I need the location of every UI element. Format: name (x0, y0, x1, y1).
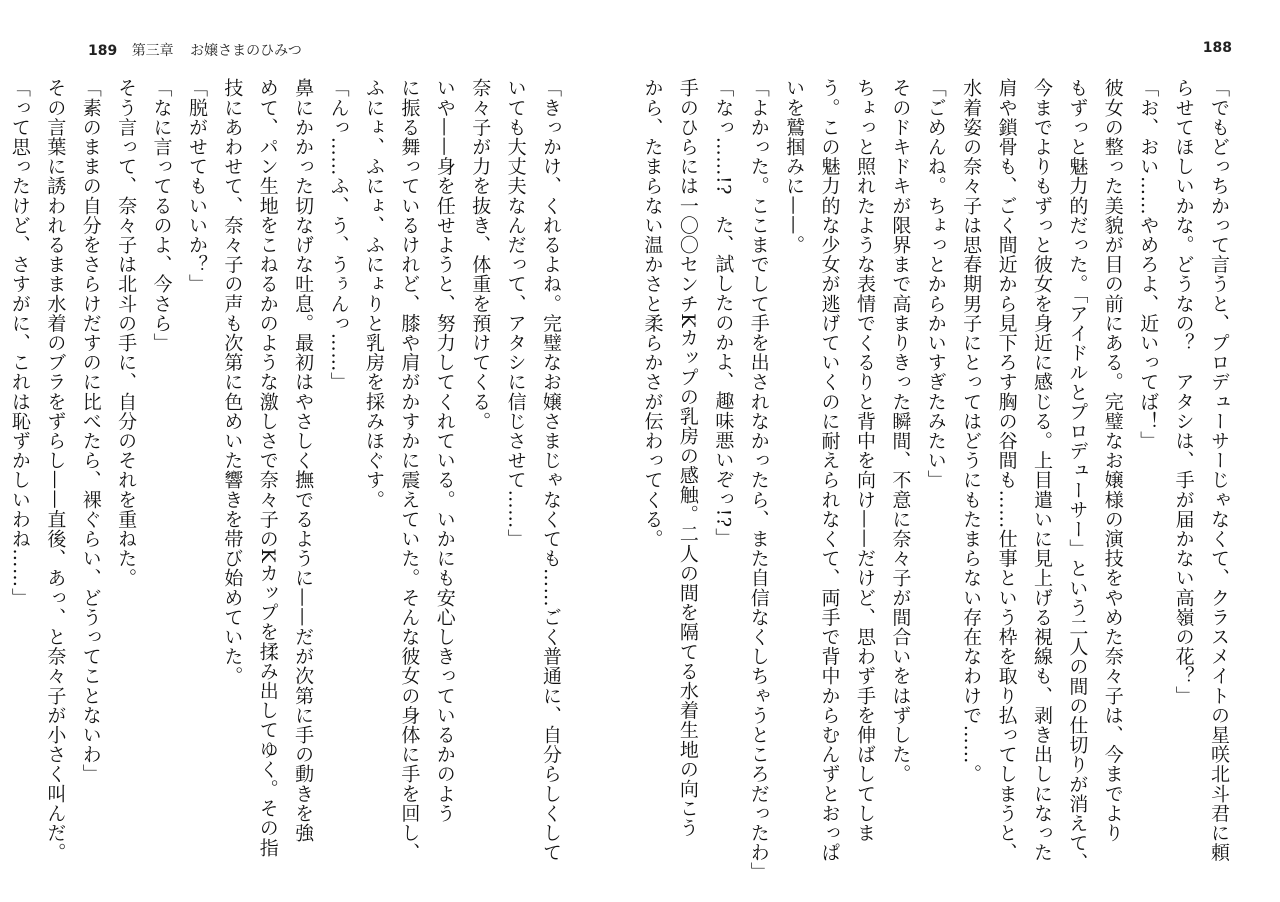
right-page-body (641, 78, 1236, 882)
text-line: 「なに言ってるのよ、今さら」 (150, 78, 173, 353)
text-line: 奈々子が力を抜き、体重を預けてくる。 (469, 78, 492, 431)
right-page-number: 188 (1202, 40, 1232, 56)
text-line: めて、パン生地をこねるかのような激しさで奈々子のKカップを揉み出してゆく。その指 (256, 78, 279, 858)
text-line: ちょっと照れたような表情でくるりと背中を向け——だけど、思わず手を伸ばしてしま (853, 78, 876, 843)
text-line: そのドキドキが限界まで高まりきった瞬間、不意に奈々子が間合いをはずした。 (889, 78, 912, 784)
text-line: そう言って、奈々子は北斗の手に、自分のそれを重ねた。 (115, 78, 138, 588)
chapter-label: 第三章 (131, 43, 174, 59)
text-line: ふにょ、ふにょ、ふにょりと乳房を採みほぐす。 (362, 78, 385, 510)
text-line: 「お、おい……やめろよ、近いってば！」 (1137, 78, 1160, 451)
text-line: 「んっ……ふ、う、うぅんっ……」 (327, 78, 350, 392)
text-line: 今までよりもずっと彼女を身近に感じる。上目遣いに見上げる視線も、剥き出しになった (1030, 78, 1053, 862)
text-line: から、たまらない温かさと柔らかさが伝わってくる。 (641, 78, 664, 549)
text-line: いても大丈夫なんだって、アタシに信じさせて……」 (504, 78, 527, 549)
text-line: 「って思ったけど、さすがに、これは恥ずかしいわね……」 (8, 78, 31, 608)
text-line: 水着姿の奈々子は思春期男子にとってはどうにもたまらない存在なわけで……。 (960, 78, 983, 784)
text-line: 技にあわせて、奈々子の声も次第に色めいた響きを帯び始めていた。 (221, 78, 244, 686)
left-page-body (8, 78, 568, 862)
text-line: 「でもどっちかって言うと、プロデューサーじゃなくて、クラスメイトの星咲北斗君に頼 (1208, 78, 1230, 862)
text-line: 「ごめんね。ちょっとからかいすぎたみたい」 (924, 78, 947, 490)
text-line: 「素のままの自分をさらけだすのに比べたら、裸ぐらい、どうってことないわ」 (79, 78, 102, 784)
text-line: その言葉に誘われるまま水着のブラをずらし——直後、あっ、と奈々子が小さく叫んだ。 (44, 78, 67, 862)
text-line: 「なっ……!? た、試したのかよ、趣味悪いぞっ!?」 (712, 78, 735, 548)
right-page (640, 0, 1280, 902)
text-line: いを鷲掴みに——。 (783, 78, 806, 255)
text-line: 「よかった。ここまでして手を出されなかったら、また自信なくしちゃうところだったわ」 (747, 78, 770, 882)
text-line: いや——身を任せようと、努力してくれている。いかにも安心しきっているかのよう (433, 78, 456, 823)
text-line (0, 78, 2, 848)
left-page-header (88, 40, 302, 60)
text-line: 肩や鎖骨も、ごく間近から見下ろす胸の谷間も……仕事という枠を取り払ってしまうと、 (995, 78, 1018, 862)
text-line: 「脱がせてもいいか？」 (185, 78, 208, 294)
text-line: う。この魅力的な少女が逃げていくのに耐えられなくて、両手で背中からむんずとおっぱ (818, 78, 841, 862)
text-line: らせてほしいかな。どうなの？ アタシは、手が届かない高嶺の花？」 (1172, 78, 1195, 706)
text-line: 鼻にかかった切なげな吐息。最初はやさしく撫でるように——だが次第に手の動きを強 (292, 78, 315, 843)
text-line: 手のひらには一〇〇センチKカップの乳房の感触。二人の間を隔てる水着生地の向こう (676, 78, 699, 838)
left-page-number: 189 (88, 43, 118, 59)
text-line: もずっと魅力的だった。「アイドルとプロデューサー」という二人の間の仕切りが消えて、 (1066, 78, 1089, 873)
running-title: お嬢さまのひみつ (190, 43, 302, 59)
text-line: に振る舞っているけれど、膝や肩がかすかに震えていた。そんな彼女の身体に手を回し、 (398, 78, 421, 862)
text-line: 彼女の整った美貌が目の前にある。完璧なお嬢様の演技をやめた奈々子は、今までより (1101, 78, 1124, 843)
text-line: 「きっかけ、くれるよね。完璧なお嬢さまじゃなくても……ごく普通に、自分らしくして (540, 78, 562, 862)
